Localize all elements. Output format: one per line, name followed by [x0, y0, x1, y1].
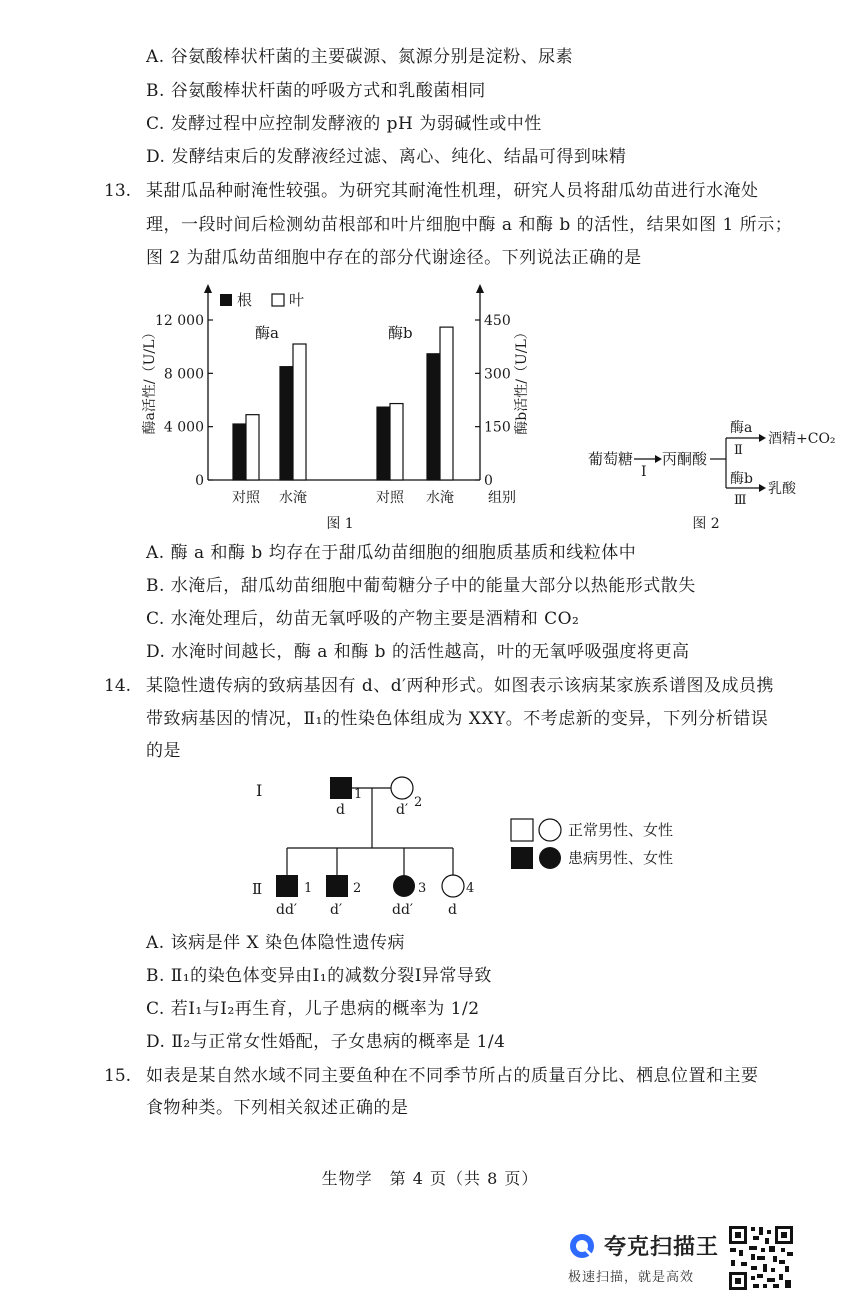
right-tick-label: 0 [484, 473, 493, 489]
q15-number: 15. [104, 1066, 132, 1086]
legend-root-label: 根 [237, 291, 253, 309]
generation-1-label: I [256, 781, 263, 800]
q15-stem-line2: 食物种类。下列相关叙述正确的是 [146, 1098, 409, 1118]
arrow-head-bottom [759, 484, 766, 492]
bar-root-enzyme-b-3 [427, 354, 440, 480]
right-tick-label: 450 [484, 313, 511, 329]
arrow-head-1 [655, 455, 662, 463]
q13-option-b: B. 水淹后，甜瓜幼苗细胞中葡萄糖分子中的能量大部分以热能形式散失 [146, 576, 696, 596]
right-tick-label: 150 [484, 419, 511, 436]
left-axis-arrow [204, 284, 212, 293]
gen1-member2-number: 2 [414, 795, 423, 810]
glucose-label: 葡萄糖 [588, 450, 634, 468]
bars-group [233, 327, 453, 480]
figure1-caption: 图 1 [326, 516, 354, 532]
q13-stem-line1: 某甜瓜品种耐淹性较强。为研究其耐淹性机理，研究人员将甜瓜幼苗进行水淹处 [146, 181, 759, 201]
bar-leaf-enzyme-a-0 [246, 415, 259, 480]
q13-option-c: C. 水淹处理后，幼苗无氧呼吸的产物主要是酒精和 CO₂ [146, 609, 580, 629]
legend-leaf-swatch [272, 294, 284, 306]
q13-stem-line3: 图 2 为甜瓜幼苗细胞中存在的部分代谢途径。下列说法正确的是 [146, 248, 642, 268]
right-axis-arrow [476, 284, 484, 293]
arrow-head-top [759, 434, 766, 442]
enzyme-b-label: 酶b [730, 471, 753, 487]
q13-stem-line2: 理，一段时间后检测幼苗根部和叶片细胞中酶 a 和酶 b 的活性，结果如图 1 所示； [146, 215, 793, 235]
q14-stem-line2: 带致病基因的情况，Ⅱ₁的性染色体组成为 XXY。不考虑新的变异，下列分析错误 [146, 709, 769, 729]
page-footer: 生物学 第 4 页（共 8 页） [321, 1169, 539, 1188]
legend-normal-male-symbol [511, 819, 533, 841]
gen1-member2-normal-female [391, 777, 413, 799]
gen2-member4-genotype: d [448, 902, 457, 918]
group-label-enzyme-b: 酶b [388, 324, 413, 342]
gen2-member2-genotype: d′ [330, 902, 343, 918]
pyruvate-label: 丙酮酸 [662, 450, 708, 468]
quark-logo-icon [568, 1232, 596, 1260]
legend-normal-label: 正常男性、女性 [568, 821, 674, 839]
left-axis-label: 酶a活性/（U/L） [142, 325, 158, 435]
x-label-control-b: 对照 [376, 490, 404, 506]
right-axis-label: 酶b活性/（U/L） [514, 325, 530, 435]
left-tick-label: 8 000 [163, 366, 204, 383]
left-tick-label: 4 000 [163, 419, 204, 436]
q14-stem-line1: 某隐性遗传病的致病基因有 d、d′两种形式。如图表示该病某家族系谱图及成员携 [146, 676, 775, 696]
legend-affected-male-symbol [511, 847, 533, 869]
enzyme-a-label: 酶a [730, 420, 753, 436]
bar-leaf-enzyme-b-3 [440, 327, 453, 480]
step3-label: Ⅲ [734, 493, 747, 508]
q14-option-d: D. Ⅱ₂与正常女性婚配，子女患病的概率是 1/4 [146, 1032, 506, 1052]
gen2-member1-genotype: dd′ [276, 902, 298, 918]
brand-slogan: 极速扫描，就是高效 [568, 1270, 695, 1285]
x-axis-name: 组别 [488, 490, 516, 506]
q14-option-a: A. 该病是伴 X 染色体隐性遗传病 [146, 933, 405, 953]
qr-code-icon [727, 1224, 795, 1292]
left-tick-label: 0 [195, 473, 204, 489]
brand-name: 夸克扫描王 [604, 1235, 720, 1260]
gen2-member4-number: 4 [466, 881, 475, 896]
legend-affected-label: 患病男性、女性 [568, 849, 674, 867]
left-axis-ticks [155, 313, 213, 489]
step2-label: Ⅱ [734, 443, 743, 458]
legend-affected-female-symbol [539, 847, 561, 869]
gen2-member3-affected-female [393, 875, 415, 897]
figure2-pathway-diagram [580, 410, 850, 540]
gen1-member1-number: 1 [354, 787, 363, 802]
figure1-bar-chart [130, 280, 530, 540]
q12-option-b: B. 谷氨酸棒状杆菌的呼吸方式和乳酸菌相同 [146, 81, 486, 101]
group-label-enzyme-a: 酶a [255, 324, 279, 342]
q14-option-c: C. 若Ⅰ₁与Ⅰ₂再生育，儿子患病的概率为 1/2 [146, 999, 480, 1019]
q12-option-c: C. 发酵过程中应控制发酵液的 pH 为弱碱性或中性 [146, 114, 542, 134]
bar-root-enzyme-a-0 [233, 424, 246, 480]
gen2-member2-affected-male [326, 875, 348, 897]
x-label-flood-b: 水淹 [426, 490, 454, 506]
gen2-member1-number: 1 [304, 881, 313, 896]
gen2-member4-normal-female [442, 875, 464, 897]
gen1-member1-genotype: d [336, 802, 345, 818]
legend-normal-female-symbol [539, 819, 561, 841]
pedigree-chart [240, 768, 700, 928]
legend-root-swatch [220, 294, 232, 306]
x-label-flood-a: 水淹 [279, 490, 307, 506]
q13-number: 13. [104, 181, 132, 201]
q14-stem-line3: 的是 [146, 741, 181, 761]
gen1-member1-affected-male [330, 777, 352, 799]
q13-option-a: A. 酶 a 和酶 b 均存在于甜瓜幼苗细胞的细胞质基质和线粒体中 [146, 543, 637, 563]
left-tick-label: 12 000 [155, 313, 204, 329]
bar-leaf-enzyme-a-1 [293, 344, 306, 480]
gen1-member2-genotype: d′ [396, 802, 409, 818]
gen2-member3-number: 3 [418, 881, 427, 896]
q12-option-a: A. 谷氨酸棒状杆菌的主要碳源、氮源分别是淀粉、尿素 [146, 47, 574, 67]
q12-option-d: D. 发酵结束后的发酵液经过滤、离心、纯化、结晶可得到味精 [146, 147, 627, 167]
bar-leaf-enzyme-b-2 [390, 404, 403, 480]
q13-option-d: D. 水淹时间越长，酶 a 和酶 b 的活性越高，叶的无氧呼吸强度将更高 [146, 642, 690, 662]
product-b-label: 乳酸 [768, 481, 796, 497]
generation-2-label: Ⅱ [252, 880, 263, 898]
q14-number: 14. [104, 676, 132, 696]
q15-stem-line1: 如表是某自然水域不同主要鱼种在不同季节所占的质量百分比、栖息位置和主要 [146, 1066, 759, 1086]
product-a-label: 酒精+CO₂ [768, 431, 836, 447]
gen2-member3-genotype: dd′ [392, 902, 414, 918]
legend-leaf-label: 叶 [289, 291, 305, 309]
gen2-member1-affected-male [276, 875, 298, 897]
figure2-caption: 图 2 [692, 516, 720, 532]
bar-root-enzyme-b-2 [377, 407, 390, 480]
scanner-watermark [568, 1228, 728, 1290]
step1-label: I [641, 464, 647, 480]
q14-option-b: B. Ⅱ₁的染色体变异由Ⅰ₁的减数分裂Ⅰ异常导致 [146, 966, 492, 986]
right-tick-label: 300 [484, 366, 511, 383]
gen2-member2-number: 2 [353, 881, 362, 896]
bar-root-enzyme-a-1 [280, 367, 293, 480]
x-label-control-a: 对照 [232, 490, 260, 506]
